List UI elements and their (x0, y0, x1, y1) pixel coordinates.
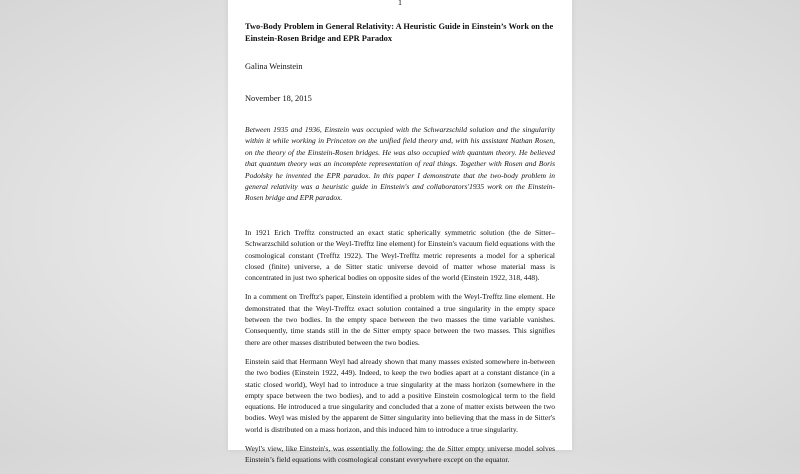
publication-date: November 18, 2015 (245, 94, 312, 103)
paragraph: In a comment on Trefftz's paper, Einstein identified a problem with the Weyl-Trefftz line element. He demonstrated that the Weyl-Trefftz exact solution contained a true singularity in the empty space between the two bodies. In the empty space between the two masses the time variable vanishes. Consequently, time stands still in the de Sitter empty space between the two masses. This signifies there are other masses distributed between the two bodies. (245, 292, 555, 347)
document-page (228, 0, 572, 465)
page-number: 1 (398, 0, 402, 7)
paper-title: Two-Body Problem in General Relativity: A Heuristic Guide in Einstein’s Work on the Einstein-Rosen Bridge and EPR Paradox (245, 22, 554, 43)
abstract: Between 1935 and 1936, Einstein was occupied with the Schwarzschild solution and the singularity within it while working in Princeton on the unified field theory and, with his assistant Nathan Rosen, on the theory of the Einstein-Rosen bridges. He was also occupied with quantum theory. He believed that quantum theory was an incomplete representation of real things. Together with Rosen and Boris Podolsky he invented the EPR paradox. In this paper I demonstrate that the two-body problem in general relativity was a heuristic guide in Einstein's and collaborators'1935 work on the Einstein-Rosen bridge and EPR paradox. (245, 125, 555, 203)
body-text (245, 227, 555, 474)
author-name: Galina Weinstein (245, 62, 303, 71)
paragraph: Einstein said that Hermann Weyl had already shown that many masses existed somewhere in-between the two bodies (Einstein 1922, 449). Indeed, to keep the two bodies apart at a constant distance (in a static closed world), Weyl had to introduce a true singularity at the mass horizon (somewhere in the empty space between the two bodies), and to add a positive Einstein cosmological term to the field equations. He introduced a true singularity and concluded that a zone of matter exists between the two bodies. Weyl was misled by the apparent de Sitter singularity into believing that the mass in de Sitter's world is distributed on a mass horizon, and this induced him to introduce a true singularity. (245, 356, 555, 434)
paragraph: Weyl's view, like Einstein's, was essentially the following: the de Sitter empty universe model solves Einstein’s field equations with cosmological constant everywhere except on the equator. (245, 444, 555, 465)
paragraph: In 1921 Erich Trefftz constructed an exact static spherically symmetric solution (the de Sitter–Schwarzschild solution or the Weyl-Trefftz line element) for Einstein's vacuum field equations with the cosmological constant (Trefftz 1922). The Weyl-Trefftz metric represents a model for a spherical closed (finite) universe, a de Sitter static universe devoid of matter whose material mass is concentrated in just two spherical bodies on opposite sides of the world (Einstein 1922, 318, 448). (245, 228, 555, 283)
